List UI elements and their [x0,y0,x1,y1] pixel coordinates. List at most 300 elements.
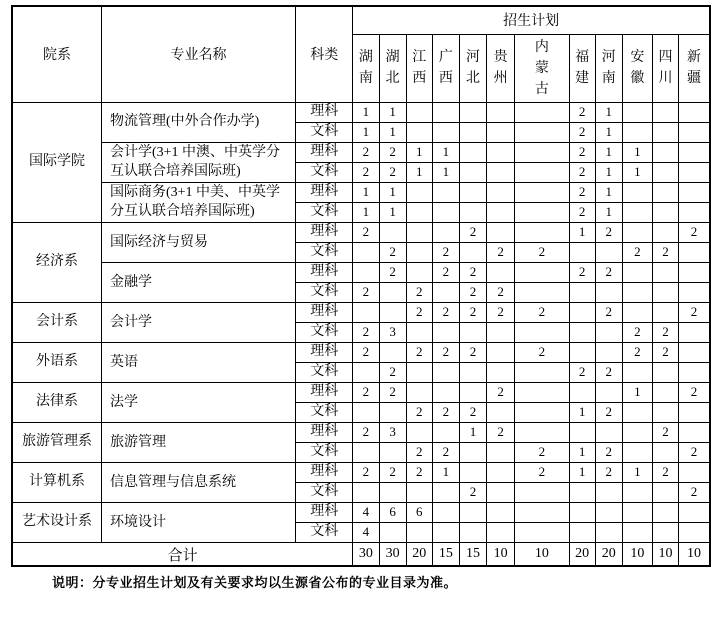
plan-value-cell: 2 [487,302,515,322]
plan-value-cell [622,302,652,322]
plan-value-cell [652,482,678,502]
plan-value-cell: 2 [353,162,379,182]
plan-value-cell [569,482,595,502]
plan-value-cell [652,302,678,322]
plan-value-cell [679,102,710,122]
plan-value-cell [432,322,459,342]
plan-value-cell [379,402,406,422]
table-row [12,142,710,162]
plan-value-cell: 2 [569,102,595,122]
plan-value-cell: 2 [622,342,652,362]
total-value-cell: 15 [432,542,459,566]
plan-value-cell [406,522,432,542]
plan-value-cell [487,402,515,422]
plan-value-cell [353,482,379,502]
plan-value-cell [406,422,432,442]
plan-value-cell [622,522,652,542]
plan-value-cell [353,402,379,422]
plan-value-cell [569,422,595,442]
header-row-top [12,6,710,34]
plan-value-cell [487,102,515,122]
plan-value-cell: 1 [622,462,652,482]
category-cell: 文科 [296,282,353,302]
plan-value-cell [406,322,432,342]
plan-value-cell [595,502,622,522]
plan-value-cell [487,502,515,522]
plan-value-cell [569,282,595,302]
total-value-cell: 10 [622,542,652,566]
plan-value-cell: 3 [379,322,406,342]
plan-value-cell [595,482,622,502]
plan-value-cell [622,442,652,462]
plan-value-cell [569,302,595,322]
department-cell: 旅游管理系 [12,422,101,462]
plan-value-cell [379,302,406,322]
department-cell: 外语系 [12,342,101,382]
province-label: 湖北 [385,50,400,86]
plan-value-cell [652,502,678,522]
plan-value-cell [679,422,710,442]
plan-value-cell: 1 [595,162,622,182]
plan-value-cell [652,262,678,282]
plan-value-cell [679,522,710,542]
plan-value-cell [487,262,515,282]
plan-value-cell [515,122,569,142]
province-header-7 [569,34,595,102]
plan-value-cell: 2 [569,142,595,162]
plan-value-cell: 1 [406,162,432,182]
category-cell: 理科 [296,182,353,202]
plan-value-cell [406,362,432,382]
plan-value-cell: 2 [569,162,595,182]
province-header-6 [515,34,569,102]
province-header-8 [595,34,622,102]
plan-value-cell: 1 [353,202,379,222]
plan-value-cell [406,262,432,282]
plan-value-cell [487,142,515,162]
plan-value-cell [569,342,595,362]
plan-value-cell [622,262,652,282]
plan-value-cell [459,122,486,142]
plan-value-cell [459,382,486,402]
table-row [12,102,710,122]
plan-value-cell: 1 [379,102,406,122]
plan-value-cell [652,142,678,162]
plan-value-cell [679,322,710,342]
plan-value-cell [595,382,622,402]
plan-value-cell: 1 [595,122,622,142]
plan-value-cell [487,222,515,242]
plan-value-cell: 1 [432,162,459,182]
plan-value-cell [515,282,569,302]
plan-value-cell [459,182,486,202]
plan-value-cell [353,442,379,462]
plan-value-cell [515,222,569,242]
table-row [12,382,710,402]
plan-value-cell [622,502,652,522]
plan-title-header: 招生计划 [353,6,710,34]
plan-value-cell [459,102,486,122]
plan-value-cell [379,522,406,542]
province-label: 河南 [601,50,616,86]
plan-value-cell [652,182,678,202]
plan-value-cell: 2 [459,482,486,502]
plan-value-cell: 2 [459,342,486,362]
plan-value-cell [622,102,652,122]
category-cell: 文科 [296,162,353,182]
plan-value-cell [379,342,406,362]
plan-value-cell [569,322,595,342]
plan-value-cell [679,162,710,182]
plan-value-cell [679,122,710,142]
province-label: 江西 [412,50,427,86]
plan-value-cell [595,422,622,442]
plan-value-cell [679,362,710,382]
plan-value-cell: 2 [515,442,569,462]
plan-value-cell [679,202,710,222]
plan-value-cell [379,442,406,462]
plan-value-cell: 2 [459,222,486,242]
plan-value-cell: 2 [353,142,379,162]
category-cell: 文科 [296,402,353,422]
plan-value-cell [406,102,432,122]
plan-value-cell [652,122,678,142]
plan-value-cell: 1 [353,182,379,202]
plan-value-cell: 2 [515,462,569,482]
plan-value-cell: 2 [595,262,622,282]
province-header-3 [432,34,459,102]
plan-value-cell: 2 [487,242,515,262]
plan-value-cell [406,222,432,242]
province-label: 四川 [658,50,673,86]
plan-value-cell: 1 [622,382,652,402]
plan-value-cell [679,182,710,202]
plan-value-cell [515,162,569,182]
plan-value-cell [595,322,622,342]
category-cell: 理科 [296,222,353,242]
plan-value-cell: 2 [595,222,622,242]
plan-value-cell [595,242,622,262]
total-value-cell: 20 [406,542,432,566]
major-cell: 旅游管理 [101,422,295,462]
major-cell: 国际经济与贸易 [101,222,295,262]
plan-value-cell [515,262,569,282]
plan-value-cell: 4 [353,522,379,542]
plan-value-cell [432,522,459,542]
total-value-cell: 30 [379,542,406,566]
plan-value-cell: 1 [595,102,622,122]
plan-value-cell: 2 [652,342,678,362]
plan-value-cell [679,282,710,302]
plan-value-cell: 2 [679,382,710,402]
plan-value-cell: 2 [459,402,486,422]
plan-value-cell [487,522,515,542]
plan-value-cell: 1 [569,402,595,422]
total-value-cell: 20 [595,542,622,566]
plan-value-cell: 2 [679,302,710,322]
plan-value-cell [487,342,515,362]
plan-value-cell: 2 [487,282,515,302]
plan-value-cell: 1 [353,122,379,142]
plan-value-cell [515,402,569,422]
plan-value-cell: 1 [622,142,652,162]
plan-value-cell: 2 [652,462,678,482]
plan-value-cell: 2 [406,342,432,362]
plan-value-cell: 1 [432,462,459,482]
plan-value-cell: 2 [432,342,459,362]
plan-value-cell: 2 [353,282,379,302]
plan-value-cell [652,402,678,422]
plan-value-cell: 2 [679,482,710,502]
plan-value-cell [432,122,459,142]
plan-value-cell: 1 [595,202,622,222]
plan-value-cell [569,242,595,262]
category-cell: 文科 [296,482,353,502]
plan-value-cell [515,362,569,382]
plan-value-cell: 2 [595,302,622,322]
plan-value-cell [622,222,652,242]
category-cell: 理科 [296,422,353,442]
plan-value-cell: 2 [679,442,710,462]
plan-value-cell [353,242,379,262]
plan-value-cell: 1 [569,222,595,242]
plan-value-cell: 2 [569,202,595,222]
plan-value-cell [652,362,678,382]
plan-value-cell: 2 [595,362,622,382]
plan-value-cell: 2 [406,462,432,482]
plan-value-cell: 2 [379,362,406,382]
plan-value-cell [652,522,678,542]
major-cell: 法学 [101,382,295,422]
plan-value-cell: 2 [379,262,406,282]
plan-value-cell: 2 [353,322,379,342]
plan-value-cell: 1 [595,182,622,202]
plan-value-cell [406,182,432,202]
major-cell: 国际商务(3+1 中美、中英学分互认联合培养国际班) [101,182,295,222]
plan-value-cell: 2 [515,242,569,262]
plan-value-cell [459,462,486,482]
plan-value-cell: 6 [406,502,432,522]
plan-value-cell: 2 [406,302,432,322]
province-header-11 [679,34,710,102]
plan-value-cell: 1 [379,182,406,202]
plan-value-cell [432,482,459,502]
plan-value-cell [622,182,652,202]
category-cell: 文科 [296,362,353,382]
province-label: 广西 [438,50,453,86]
plan-value-cell: 2 [595,462,622,482]
plan-value-cell: 2 [569,122,595,142]
plan-value-cell: 2 [487,382,515,402]
plan-value-cell [406,122,432,142]
plan-value-cell [652,102,678,122]
category-cell: 理科 [296,102,353,122]
plan-value-cell [622,122,652,142]
plan-value-cell: 1 [432,142,459,162]
plan-value-cell [406,482,432,502]
plan-value-cell [652,282,678,302]
plan-value-cell [487,462,515,482]
plan-value-cell: 2 [595,442,622,462]
plan-value-cell: 2 [406,402,432,422]
plan-value-cell [432,282,459,302]
plan-value-cell [652,442,678,462]
province-header-10 [652,34,678,102]
province-header-2 [406,34,432,102]
plan-value-cell: 2 [652,422,678,442]
plan-value-cell: 2 [459,302,486,322]
plan-value-cell: 2 [353,462,379,482]
total-label-cell: 合计 [12,542,353,566]
plan-value-cell [406,202,432,222]
plan-value-cell [487,182,515,202]
category-cell: 文科 [296,442,353,462]
plan-value-cell: 2 [379,142,406,162]
major-cell: 英语 [101,342,295,382]
plan-value-cell [515,482,569,502]
department-cell: 国际学院 [12,102,101,222]
plan-value-cell [515,522,569,542]
table-row [12,222,710,242]
plan-value-cell: 2 [432,402,459,422]
plan-value-cell [515,382,569,402]
plan-value-cell [515,502,569,522]
plan-value-cell [406,242,432,262]
table-row [12,262,710,282]
plan-value-cell [487,442,515,462]
plan-value-cell [432,362,459,382]
department-column-header: 院系 [12,6,101,102]
table-row [12,462,710,482]
plan-value-cell: 2 [679,222,710,242]
plan-value-cell: 2 [353,222,379,242]
plan-value-cell: 2 [353,382,379,402]
major-cell: 会计学(3+1 中澳、中英学分互认联合培养国际班) [101,142,295,182]
plan-value-cell: 2 [406,282,432,302]
total-value-cell: 10 [652,542,678,566]
category-cell: 文科 [296,122,353,142]
plan-value-cell: 1 [595,142,622,162]
category-cell: 理科 [296,382,353,402]
province-label: 福建 [575,50,590,86]
major-column-header: 专业名称 [101,6,295,102]
plan-value-cell: 2 [432,242,459,262]
plan-value-cell [679,462,710,482]
plan-value-cell [622,402,652,422]
table-row [12,422,710,442]
major-cell: 信息管理与信息系统 [101,462,295,502]
total-value-cell: 30 [353,542,379,566]
province-label: 内蒙古 [534,39,549,97]
plan-value-cell [622,482,652,502]
plan-value-cell [432,502,459,522]
plan-value-cell [622,362,652,382]
plan-value-cell [487,122,515,142]
plan-value-cell: 2 [569,362,595,382]
plan-value-cell [652,382,678,402]
province-header-9 [622,34,652,102]
plan-value-cell [679,242,710,262]
major-cell: 物流管理(中外合作办学) [101,102,295,142]
plan-value-cell [595,522,622,542]
plan-value-cell: 2 [353,342,379,362]
plan-value-cell [679,342,710,362]
plan-value-cell [515,422,569,442]
plan-value-cell: 1 [353,102,379,122]
province-label: 安徽 [630,50,645,86]
department-cell: 艺术设计系 [12,502,101,542]
category-cell: 理科 [296,342,353,362]
province-header-5 [487,34,515,102]
plan-value-cell: 2 [379,162,406,182]
plan-value-cell [679,262,710,282]
category-cell: 理科 [296,302,353,322]
plan-value-cell: 2 [432,302,459,322]
plan-value-cell: 1 [379,122,406,142]
major-cell: 会计学 [101,302,295,342]
plan-value-cell [515,102,569,122]
plan-value-cell [515,182,569,202]
plan-value-cell [487,482,515,502]
plan-value-cell [652,162,678,182]
plan-value-cell: 2 [622,242,652,262]
plan-value-cell: 2 [569,262,595,282]
plan-value-cell [459,362,486,382]
plan-value-cell [432,202,459,222]
plan-value-cell [652,202,678,222]
category-cell: 文科 [296,522,353,542]
plan-value-cell [353,362,379,382]
plan-value-cell [622,282,652,302]
plan-value-cell: 3 [379,422,406,442]
plan-value-cell [595,342,622,362]
total-value-cell: 10 [679,542,710,566]
category-cell: 文科 [296,202,353,222]
plan-value-cell [515,142,569,162]
category-cell: 文科 [296,322,353,342]
plan-value-cell: 2 [595,402,622,422]
major-cell: 金融学 [101,262,295,302]
plan-value-cell [487,362,515,382]
category-cell: 理科 [296,462,353,482]
category-cell: 理科 [296,262,353,282]
plan-value-cell: 2 [379,382,406,402]
plan-value-cell [353,302,379,322]
province-label: 河北 [465,50,480,86]
note-text: 说明：分专业招生计划及有关要求均以生源省公布的专业目录为准。 [52,575,458,591]
plan-value-cell [432,222,459,242]
plan-value-cell [622,422,652,442]
category-cell: 理科 [296,142,353,162]
category-cell: 理科 [296,502,353,522]
plan-value-cell: 1 [569,462,595,482]
category-cell: 文科 [296,242,353,262]
plan-value-cell: 2 [487,422,515,442]
plan-value-cell: 2 [515,302,569,322]
plan-value-cell [432,382,459,402]
plan-value-cell: 1 [406,142,432,162]
plan-value-cell: 2 [459,282,486,302]
plan-value-cell [459,502,486,522]
plan-value-cell [459,242,486,262]
plan-value-cell [432,102,459,122]
total-value-cell: 10 [515,542,569,566]
plan-value-cell [515,202,569,222]
department-cell: 经济系 [12,222,101,302]
plan-value-cell [379,282,406,302]
plan-value-cell: 2 [353,422,379,442]
major-cell: 环境设计 [101,502,295,542]
